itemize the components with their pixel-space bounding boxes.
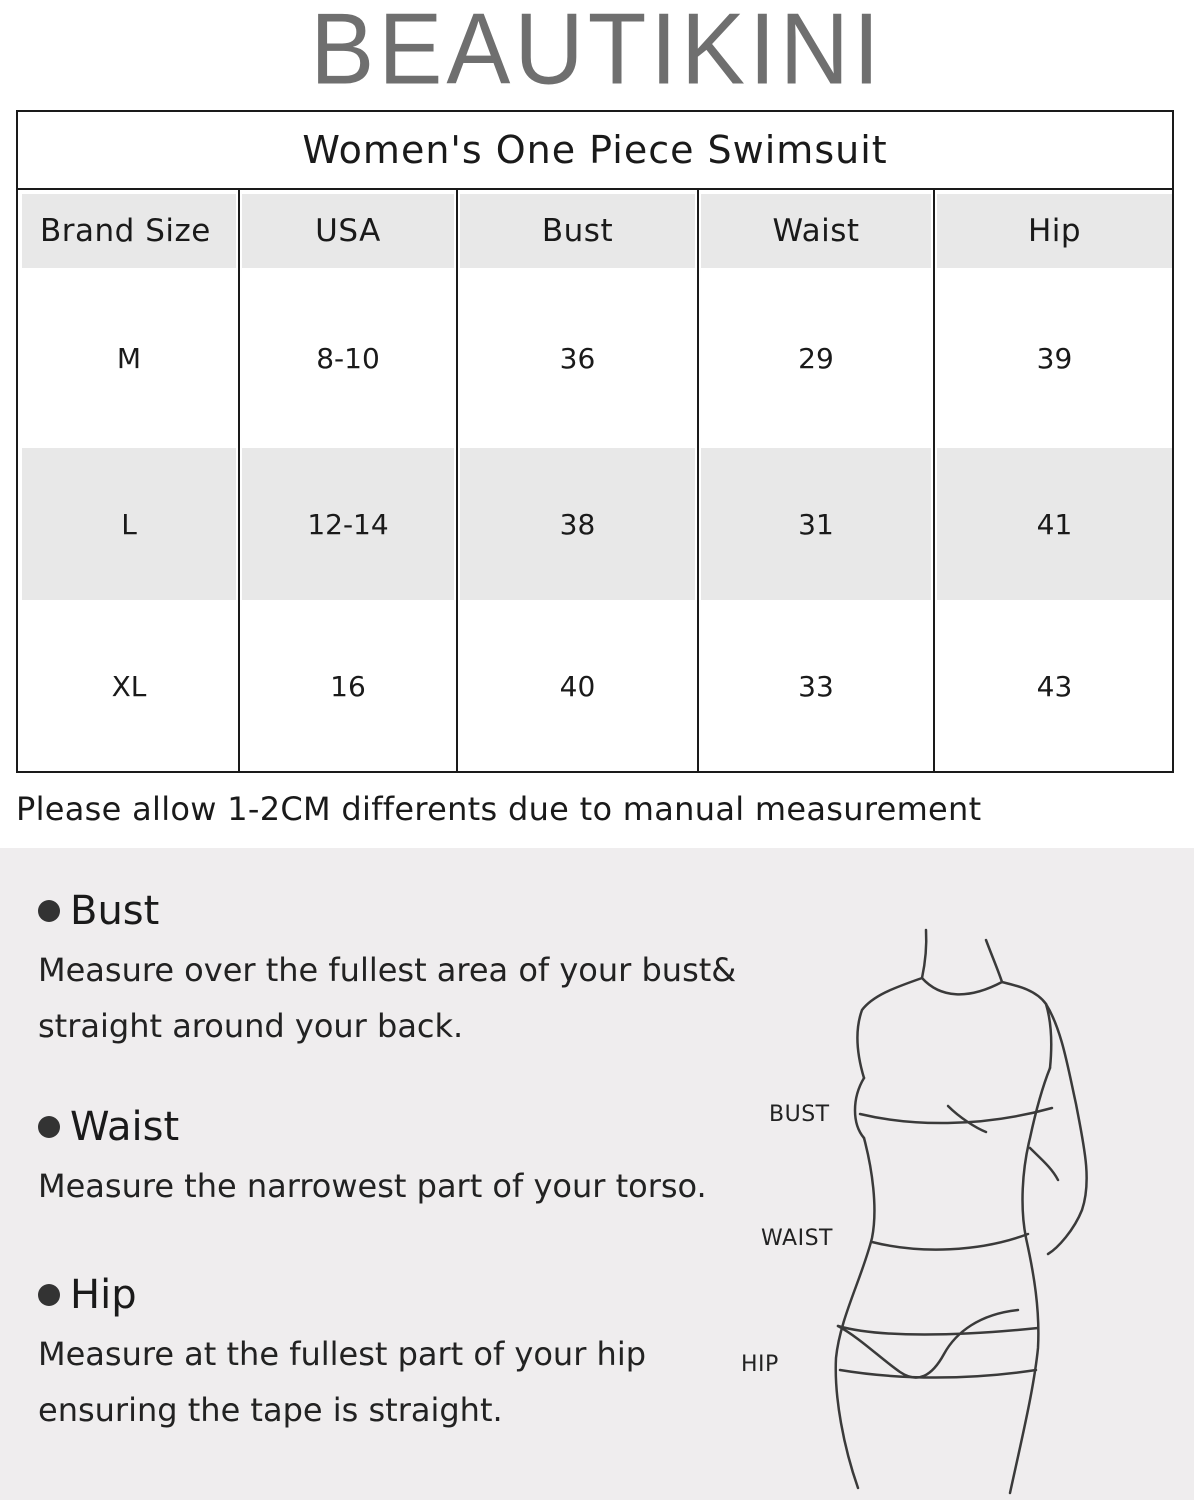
guide-bust-line: Measure over the fullest area of your bust& [38, 951, 737, 989]
guide-hip-line: Measure at the fullest part of your hip [38, 1335, 647, 1373]
bullet-icon [38, 1284, 60, 1306]
brand-logo-text: BEAUTIKINI [310, 0, 884, 106]
cell-size-m: M [116, 341, 142, 375]
size-chart-grid [18, 190, 1172, 771]
cell-hip-m: 39 [1036, 341, 1073, 375]
cell-waist-l: 31 [701, 448, 931, 600]
size-chart-table [16, 110, 1174, 773]
body-figure [740, 918, 1194, 1500]
header-hip: Hip [937, 194, 1172, 268]
column-divider [456, 190, 458, 771]
cell-hip-l: 41 [937, 448, 1172, 600]
measurement-note: Please allow 1-2CM differents due to manual measurement [16, 790, 982, 828]
cell-size-l: L [22, 448, 236, 600]
guide-hip-line: ensuring the tape is straight. [38, 1391, 503, 1429]
bullet-icon [38, 1116, 60, 1138]
guide-hip-heading: Hip [70, 1272, 137, 1318]
body-outline-icon [740, 918, 1194, 1500]
guide-bust-line: straight around your back. [38, 1007, 464, 1045]
header-bust: Bust [460, 194, 695, 268]
header-usa: USA [242, 194, 454, 268]
table-title: Women's One Piece Swimsuit [18, 112, 1172, 190]
cell-bust-m: 36 [559, 341, 596, 375]
column-divider [933, 190, 935, 771]
guide-hip-section [38, 1272, 646, 1438]
cell-usa-xl: 16 [330, 670, 366, 703]
column-divider [238, 190, 240, 771]
cell-waist-xl: 33 [798, 670, 834, 703]
figure-bust-label: BUST [769, 1102, 830, 1127]
bullet-icon [38, 900, 60, 922]
cell-usa-l: 12-14 [242, 448, 454, 600]
figure-waist-label: WAIST [761, 1226, 833, 1251]
cell-size-xl: XL [111, 670, 147, 703]
guide-waist-section [38, 1104, 707, 1214]
cell-bust-xl: 40 [559, 670, 596, 703]
cell-waist-m: 29 [798, 341, 834, 375]
header-brand-size: Brand Size [22, 194, 236, 268]
guide-waist-line: Measure the narrowest part of your torso. [38, 1167, 707, 1205]
guide-waist-heading: Waist [70, 1104, 180, 1150]
guide-bust-heading: Bust [70, 888, 160, 934]
brand-logo [0, 0, 1194, 106]
cell-bust-l: 38 [460, 448, 695, 600]
header-waist: Waist [701, 194, 931, 268]
cell-usa-m: 8-10 [316, 341, 380, 375]
column-divider [697, 190, 699, 771]
figure-hip-label: HIP [741, 1352, 779, 1377]
guide-bust-section [38, 888, 736, 1054]
cell-hip-xl: 43 [1036, 670, 1073, 703]
measurement-guide [0, 848, 1194, 1500]
